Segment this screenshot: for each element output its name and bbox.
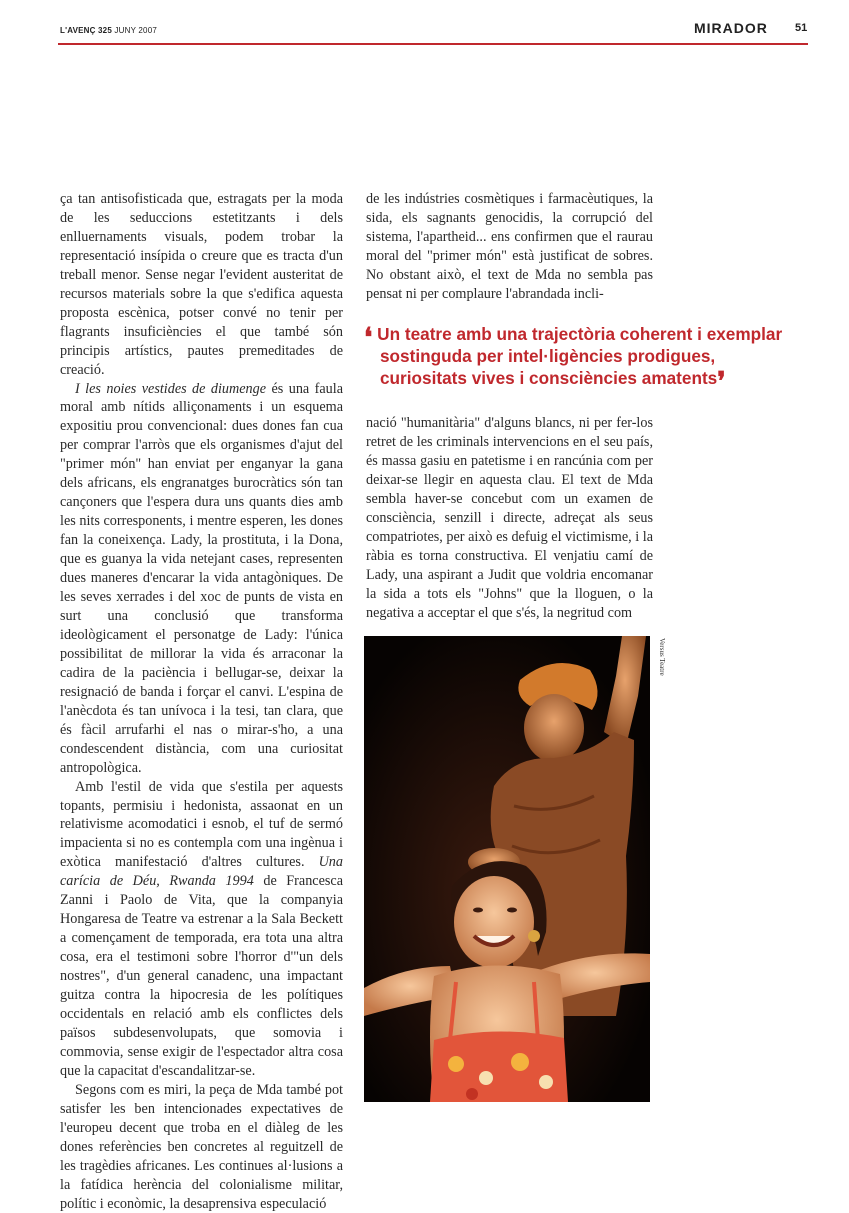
pull-quote-line: Un teatre amb una trajectòria coherent i exemplar bbox=[377, 324, 783, 344]
paragraph: ça tan antisofisticada que, estragats per la moda de les seduccions estetitzants i dels enlluernaments visuals, podem trobar la representació insípida o creure que es tracta d'un treball menor. Sense negar l'evident austeritat de recursos materials sobre la que s'edifica aquesta proposta escènica, potser convé no tenir per flagrants insuficiències el que també són principis artístics, pautes premeditades de creació. bbox=[60, 191, 343, 378]
paragraph-text: de Francesca Zanni i Paolo de Vita, que la companyia Hongaresa de Teatre va estrenar a la Sala Beckett a començament de temporada, era tota una altra cosa, era el testimoni sobre l'horror d'"un dels nostres", d'un general canadenc, una impactant guitza contra la hipocresia de les polítiques occidentals en relació amb els conflictes dels països subdesenvolupats, que somovia i commovia, sense exigir de l'espectador altra cosa que la capacitat d'escandalitzar-se. bbox=[60, 873, 344, 1079]
left-column bbox=[60, 190, 343, 1213]
right-column-top bbox=[366, 190, 653, 304]
issue-date: JUNY 2007 bbox=[114, 26, 157, 35]
header-rule bbox=[58, 43, 808, 45]
play-title: Una carícia de Déu, Rwanda 1994 bbox=[60, 854, 343, 890]
stage-photo-illustration bbox=[364, 636, 650, 1102]
pull-quote bbox=[364, 323, 809, 396]
paragraph-text: és una faula moral amb nítids alliçonaments i un esquema expositiu prou convencional: dues dones fan cua per comprar l'arròs que els organismes d'ajut del "primer món" han enviat per enganyar la gana dels africans, els engranatges burocràtics són tan cançoners que l'espera dura uns quants dies amb les nits corresponents, i mentre esperen, les dones fan la coneixença. Lady, la prostituta, i la Dona, que es guanya la vida netejant cases, representen dues maneres d'encarar la vida antagòniques. De les seves xerrades i del xoc de punts de vista en surt una conclusió que transforma ideològicament el personatge de Lady: l'única possibilitat de millorar la vida és arraconar la cadira de la paciència i bellugar-se, deixar la resignació de banda i forçar el canvi. L'espina de l'anècdota és tan unívoca i la tesi, tan clara, que és fàcil arrufarhi el nas o mirar-s'ho, a una condescendent distància, com una curiositat antropològica. bbox=[60, 380, 343, 776]
close-quote-icon: ❜ bbox=[717, 367, 726, 396]
paragraph bbox=[60, 778, 343, 1081]
paragraph bbox=[60, 380, 343, 778]
stage-photo bbox=[364, 636, 650, 1102]
play-title: I les noies vestides de diumenge bbox=[75, 380, 267, 397]
page-number: 51 bbox=[795, 22, 808, 34]
paragraph: de les indústries cosmètiques i farmacèutiques, la sida, els sagnants genocidis, la corrupció del sistema, l'apartheid... ens confirmen que el raurau moral del "primer món" està justificat de sobres. No obstant això, el text de Mda no sembla pas pensat ni per complaure l'abrandada incli- bbox=[366, 191, 653, 302]
section-title: MIRADOR bbox=[694, 20, 768, 36]
right-column-bottom bbox=[366, 414, 653, 622]
paragraph-text: Amb l'estil de vida que s'estila per aquests topants, permisiu i hedonista, assaonat en un relativisme acomodatici i esnob, el tuf de sermó impacienta si no es contempla com una ingènua i exòtica manifestació d'altres cultures. bbox=[60, 778, 343, 871]
magazine-issue bbox=[60, 26, 157, 35]
magazine-name: L'AVENÇ 325 bbox=[60, 26, 112, 35]
photo-credit: Versus Teatre bbox=[658, 638, 666, 676]
pull-quote-line: sostinguda per intel·ligències prodigues, bbox=[380, 346, 716, 366]
pull-quote-line bbox=[364, 367, 809, 396]
paragraph: nació "humanitària" d'alguns blancs, ni per fer-los retret de les criminals intervencions en el seu país, és massa gasiu en patetisme i en rancúnia com per deixar-se llegir en aquesta clau. El text de Mda sembla haver-se concebut com un examen de consciència, senzill i directe, adreçat als seus compatriotes, per això es defuig el victimisme, i la ràbia es torna constructiva. El venjatiu camí de Lady, una aspirant a Judit que voldria encomanar la sida a tots els "Johns" que la lloguen, o la negativa a acceptar el que s'és, la negritud com bbox=[366, 415, 653, 621]
pull-quote-text: curiositats vives i consciències amatents bbox=[380, 368, 718, 388]
open-quote-icon: ❛ bbox=[364, 323, 373, 352]
paragraph: Segons com es miri, la peça de Mda també pot satisfer les ben intencionades expectatives de l'europeu decent que troba en el diàleg de les dones referències ben concretes al reguitzell de les tragèdies africanes. Les continues al·lusions a la fatídica herència del colonialisme militar, polític i econòmic, la desaprensiva especulació bbox=[60, 1081, 343, 1212]
